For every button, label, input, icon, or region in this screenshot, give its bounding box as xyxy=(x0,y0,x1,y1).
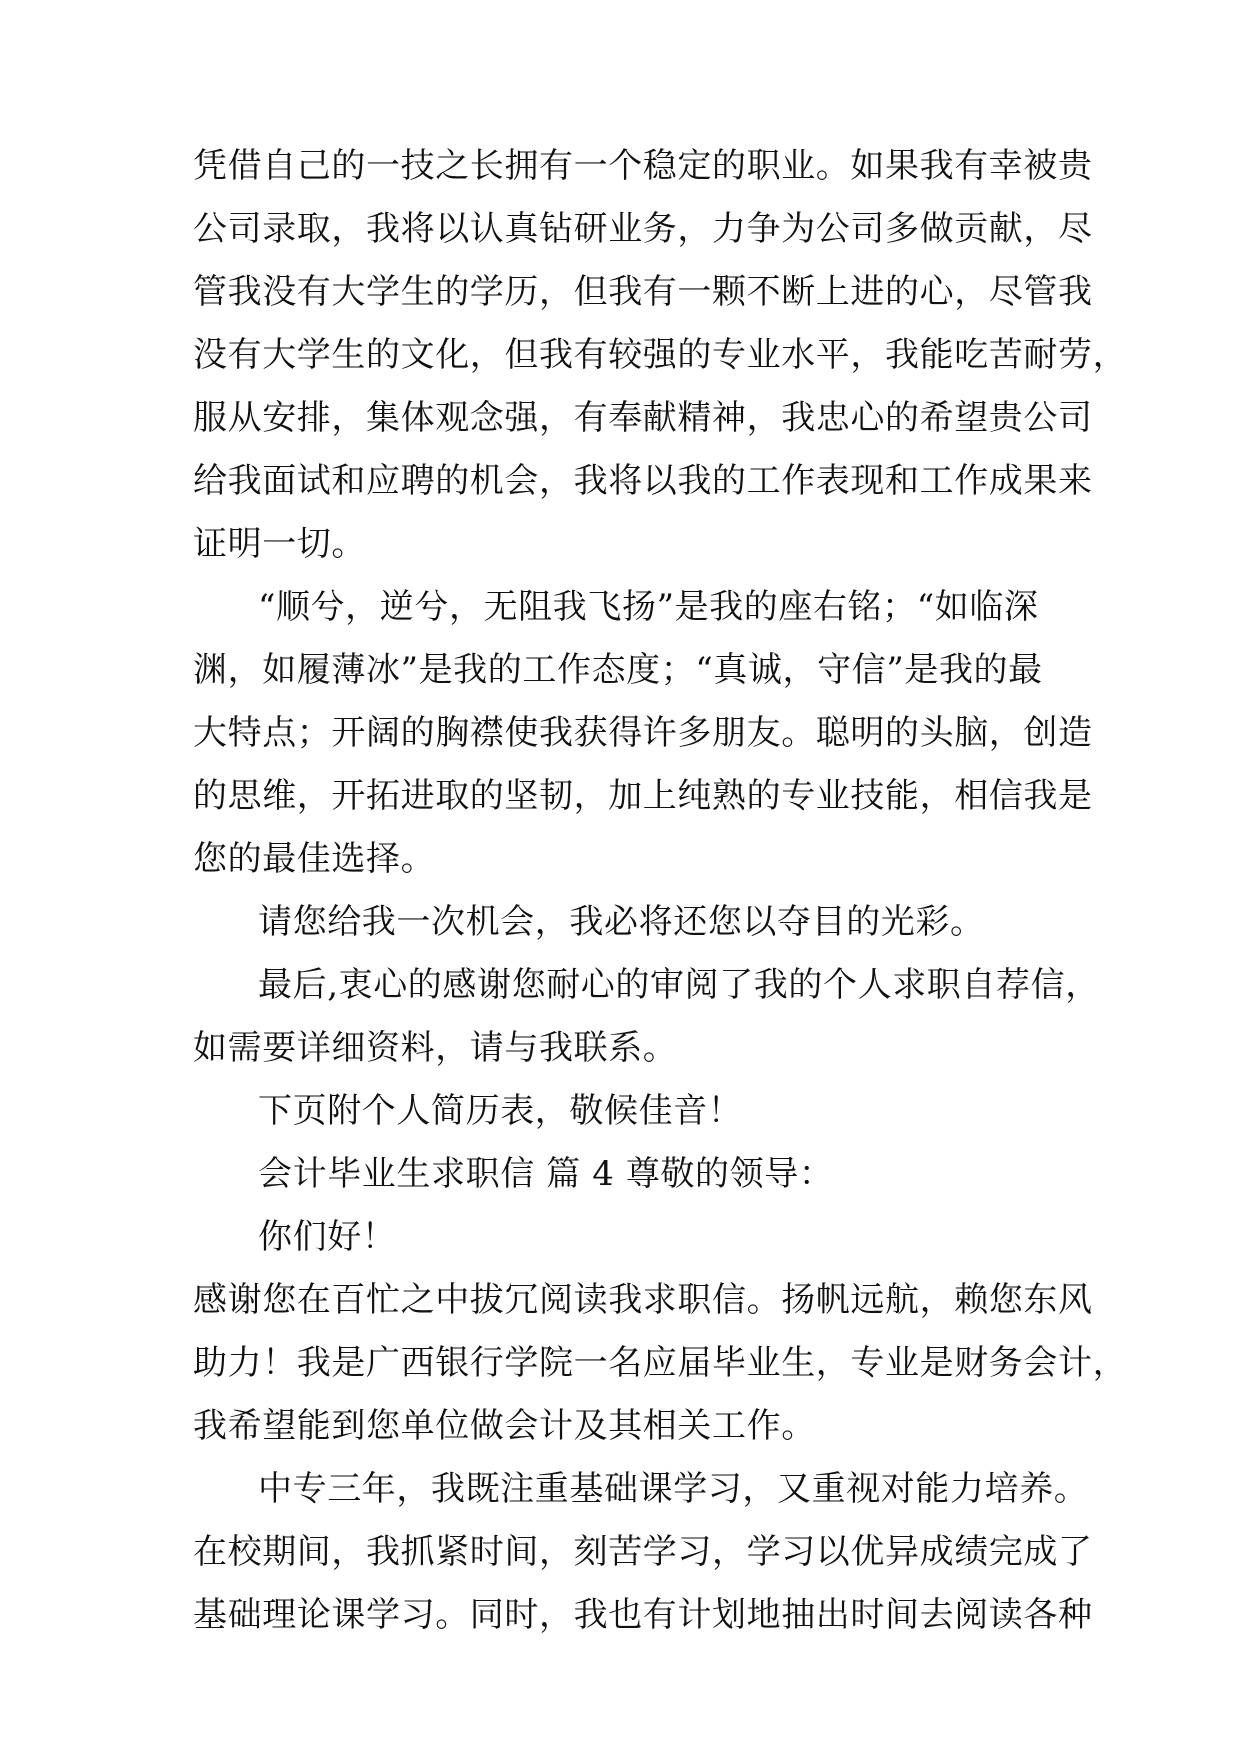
text-line: 的思维，开拓进取的坚韧，加上纯熟的专业技能，相信我是 xyxy=(193,776,1093,816)
text-line: 下页附个人简历表，敬候佳音！ xyxy=(258,1091,743,1131)
text-line: 在校期间，我抓紧时间，刻苦学习，学习以优异成绩完成了 xyxy=(193,1532,1093,1572)
text-line: 证明一切。 xyxy=(193,524,366,564)
text-line: 公司录取，我将以认真钻研业务，力争为公司多做贡献，尽 xyxy=(193,209,1093,249)
text-line: 你们好！ xyxy=(258,1217,397,1257)
text-line: 管我没有大学生的学历，但我有一颗不断上进的心，尽管我 xyxy=(193,272,1093,312)
text-line: 大特点；开阔的胸襟使我获得许多朋友。聪明的头脑，创造 xyxy=(193,713,1093,753)
text-line: 最后,衷心的感谢您耐心的审阅了我的个人求职自荐信， xyxy=(258,965,1100,1005)
text-line: 我希望能到您单位做会计及其相关工作。 xyxy=(193,1406,816,1446)
text-line: 中专三年，我既注重基础课学习，又重视对能力培养。 xyxy=(258,1469,1089,1509)
text-line: “顺兮，逆兮，无阻我飞扬”是我的座右铭；“如临深 xyxy=(258,587,1039,627)
text-line: 助力！我是广西银行学院一名应届毕业生，专业是财务会计， xyxy=(193,1343,1128,1383)
text-line: 感谢您在百忙之中拔冗阅读我求职信。扬帆远航，赖您东风 xyxy=(193,1280,1093,1320)
text-line: 给我面试和应聘的机会，我将以我的工作表现和工作成果来 xyxy=(193,461,1093,501)
text-line: 没有大学生的文化，但我有较强的专业水平，我能吃苦耐劳， xyxy=(193,335,1128,375)
text-line: 凭借自己的一技之长拥有一个稳定的职业。如果我有幸被贵 xyxy=(193,146,1093,186)
text-line: 您的最佳选择。 xyxy=(193,839,436,879)
text-line: 如需要详细资料，请与我联系。 xyxy=(193,1028,678,1068)
text-line: 基础理论课学习。同时，我也有计划地抽出时间去阅读各种 xyxy=(193,1595,1093,1635)
text-line: 渊，如履薄冰”是我的工作态度；“真诚，守信”是我的最 xyxy=(193,650,1043,690)
text-line: 服从安排，集体观念强，有奉献精神，我忠心的希望贵公司 xyxy=(193,398,1093,438)
text-line: 会计毕业生求职信 篇 4 尊敬的领导： xyxy=(258,1154,834,1194)
text-line: 请您给我一次机会，我必将还您以夺目的光彩。 xyxy=(258,902,985,942)
